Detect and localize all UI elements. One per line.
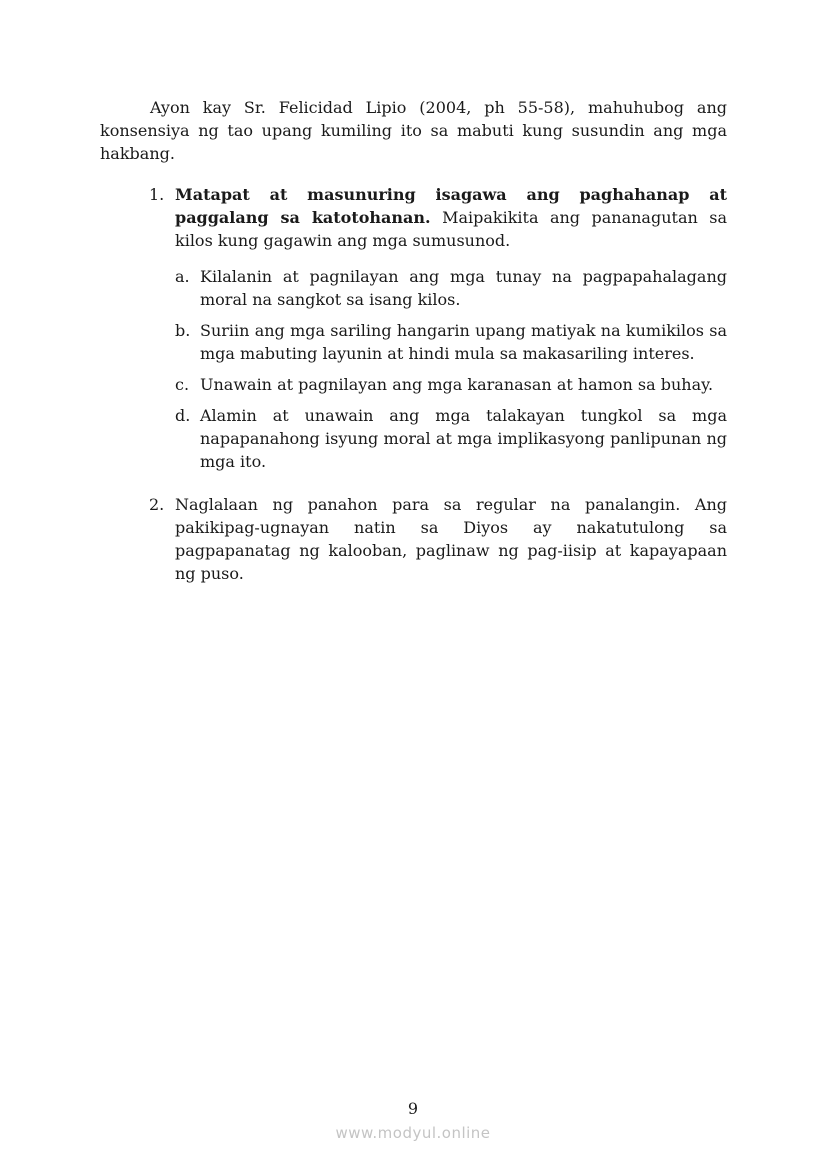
sub-list-item bbox=[175, 319, 727, 365]
sub-list-item bbox=[175, 373, 727, 396]
steps-list bbox=[100, 183, 727, 585]
list-marker: 1. bbox=[149, 185, 165, 204]
intro-paragraph: Ayon kay Sr. Felicidad Lipio (2004, ph 55-58), mahuhubog ang konsensiya ng tao upang kumiling ito sa mabuti kung susundin ang mga hakbang. bbox=[100, 98, 727, 163]
sub-list-marker: d. bbox=[175, 406, 191, 425]
page-content bbox=[100, 96, 727, 585]
item-heading: Matapat at masunuring isagawa ang paghahanap at paggalang sa katotohanan. bbox=[175, 185, 727, 227]
sub-list bbox=[175, 265, 727, 473]
page-number: 9 bbox=[407, 1099, 419, 1118]
sub-item-text: Kilalanin at pagnilayan ang mga tunay na pagpapahalagang moral na sangkot sa isang kilos. bbox=[200, 267, 727, 309]
list-item bbox=[100, 183, 727, 473]
sub-list-marker: b. bbox=[175, 321, 191, 340]
list-marker: 2. bbox=[149, 495, 165, 514]
sub-list-item bbox=[175, 404, 727, 473]
sub-list-marker: a. bbox=[175, 267, 190, 286]
item-text: Naglalaan ng panahon para sa regular na panalangin. Ang pakikipag-ugnayan natin sa Diyos ay nakatutulong sa pagpapanatag ng kalooban, paglinaw ng pag-iisip at kapayapaan ng puso. bbox=[175, 495, 727, 583]
watermark: www.modyul.online bbox=[335, 1124, 491, 1142]
sub-item-text: Unawain at pagnilayan ang mga karanasan at hamon sa buhay. bbox=[200, 375, 714, 394]
item-text: Maipakikita ang pananagutan sa kilos kung gagawin ang mga sumusunod. bbox=[175, 208, 727, 250]
sub-list-marker: c. bbox=[175, 375, 190, 394]
sub-item-text: Alamin at unawain ang mga talakayan tungkol sa mga napapanahong isyung moral at mga implikasyong panlipunan ng mga ito. bbox=[200, 406, 727, 471]
sub-list-item bbox=[175, 265, 727, 311]
sub-item-text: Suriin ang mga sariling hangarin upang matiyak na kumikilos sa mga mabuting layunin at hindi mula sa makasariling interes. bbox=[200, 321, 727, 363]
list-item bbox=[100, 493, 727, 585]
